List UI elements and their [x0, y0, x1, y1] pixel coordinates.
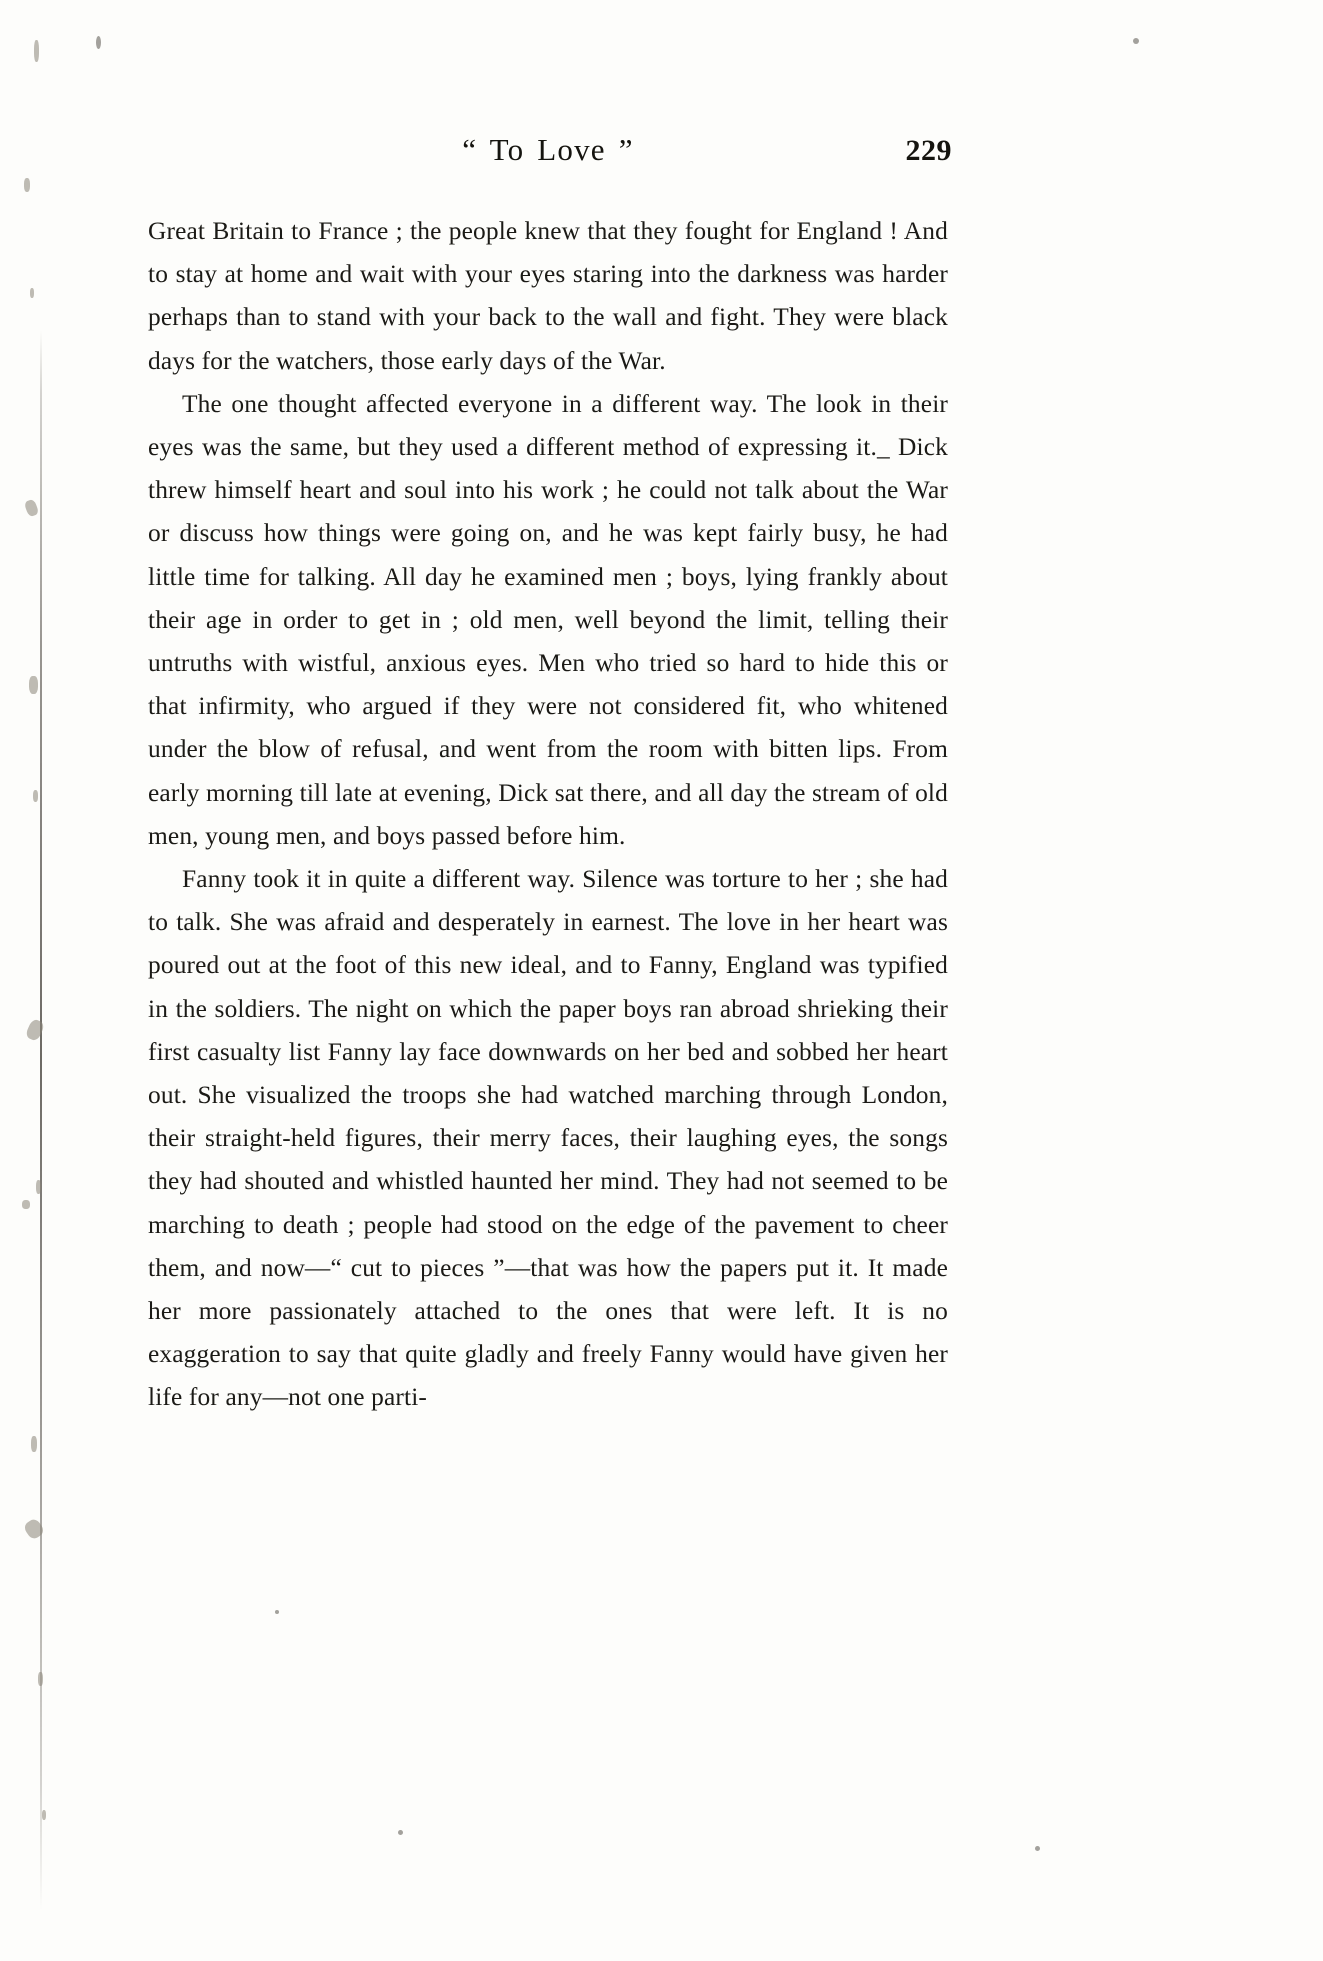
paragraph: The one thought affected everyone in a different way. The look in their eyes was the same, but they used a different method of expressing it._ Dick threw himself heart and soul into his work ; he could not talk about the War or discuss how things were going on, and he was kept fairly busy, he had little time for talking. All day he examined men ; boys, lying frankly about their age in order to get in ; old men, well beyond the limit, telling their untruths with wistful, anxious eyes. Men who tried so hard to hide this or that infirmity, who argued if they were not considered fit, who whitened under the blow of refusal, and went from the room with bitten lips. From early morning till late at evening, Dick sat there, and all day the stream of old men, young men, and boys passed before him. [148, 389, 948, 850]
paragraph: Great Britain to France ; the people knew that they fought for England ! And to stay at home and wait with your eyes staring into the darkness was harder perhaps than to stand with your back to the wall and fight. They were black days for the watchers, those early days of the War. [148, 217, 948, 375]
paragraph: Fanny took it in quite a different way. Silence was torture to her ; she had to talk. She was afraid and desperately in earnest. The love in her heart was poured out at the foot of this new ideal, and to Fanny, England was typified in the soldiers. The night on which the paper boys ran abroad shrieking their first casualty list Fanny lay face downwards on her bed and sobbed her heart out. She visualized the troops she had watched marching through London, their straight-held figures, their merry faces, their laughing eyes, the songs they had shouted and whistled haunted her mind. They had not seemed to be marching to death ; people had stood on the edge of the pavement to cheer them, and now—“ cut to pieces ”—that was how the papers put it. It made her more passionately attached to the ones that were left. It is no exaggeration to say that quite gladly and freely Fanny would have given her life for any—not one parti- [148, 865, 948, 1412]
body-text [148, 210, 948, 1420]
page-number: 229 [905, 134, 952, 167]
page-title: “ To Love ” [462, 132, 634, 167]
gutter-shadow-line [40, 330, 42, 1910]
page-content [148, 132, 952, 1420]
scan-gutter-artifacts [0, 0, 90, 1961]
running-head [148, 132, 952, 184]
